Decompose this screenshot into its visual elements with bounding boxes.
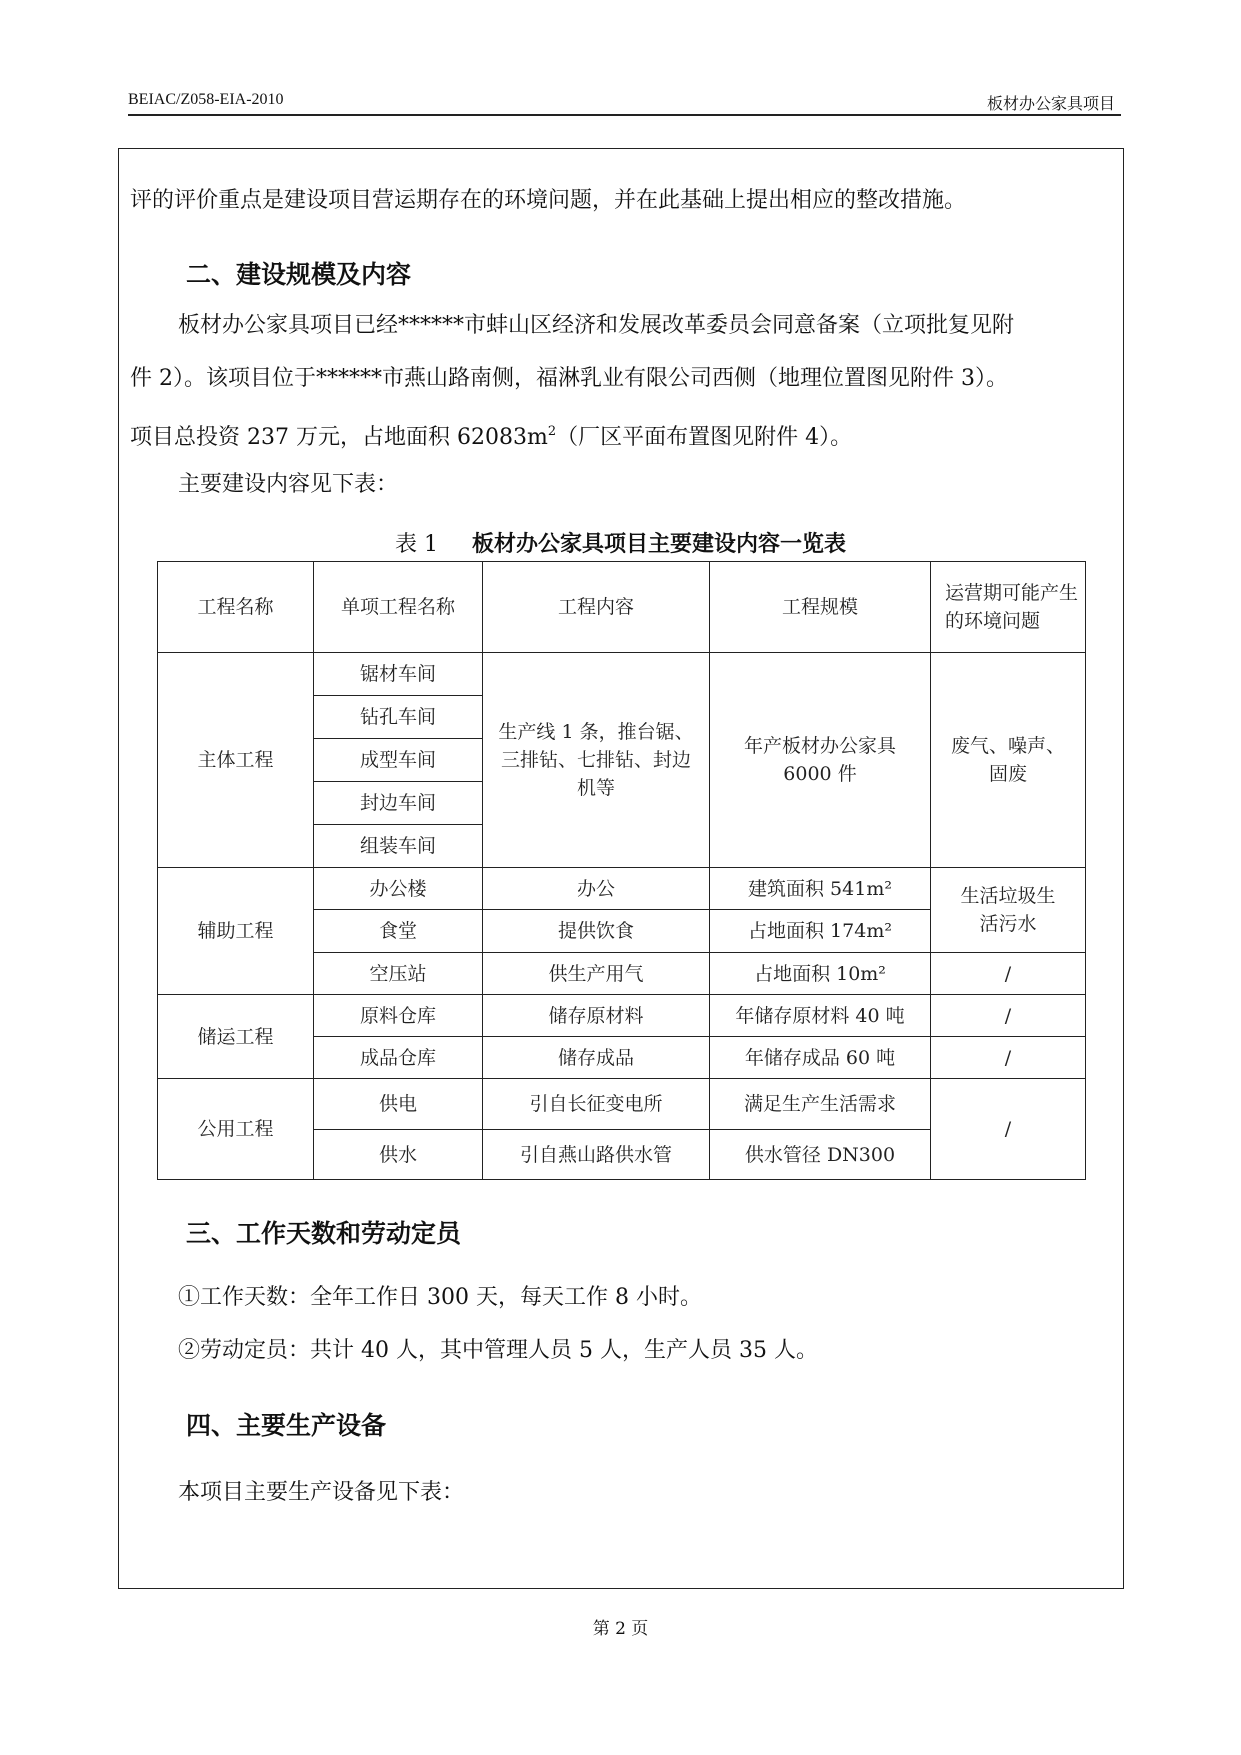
section2-heading: 二、建设规模及内容 [186, 260, 412, 289]
table-row [158, 653, 1086, 696]
unit-cell: 锯材车间 [314, 653, 483, 696]
section3-item2: ②劳动定员：共计 40 人，其中管理人员 5 人，生产人员 35 人。 [178, 1338, 818, 1363]
scale-cell: 建筑面积 541m² [710, 868, 931, 910]
unit-cell: 封边车间 [314, 782, 483, 825]
issue-cell: / [931, 953, 1086, 995]
header-cell: 工程名称 [158, 562, 314, 653]
table-row [158, 1079, 1086, 1130]
unit-cell: 成品仓库 [314, 1037, 483, 1079]
scale-cell: 年产板材办公家具 6000 件 [710, 653, 931, 868]
table1-caption [0, 527, 1241, 558]
scale-cell: 供水管径 DN300 [710, 1130, 931, 1180]
section3-item1: ①工作天数：全年工作日 300 天，每天工作 8 小时。 [178, 1285, 702, 1310]
unit-cell: 成型车间 [314, 739, 483, 782]
unit-cell: 钻孔车间 [314, 696, 483, 739]
section4-p1: 本项目主要生产设备见下表： [178, 1480, 465, 1505]
content-cell: 引自燕山路供水管 [483, 1130, 710, 1180]
table-row [158, 995, 1086, 1037]
superscript-2: 2 [547, 424, 557, 439]
content-cell: 储存原材料 [483, 995, 710, 1037]
unit-cell: 原料仓库 [314, 995, 483, 1037]
construction-content-table [157, 561, 1086, 1180]
unit-cell: 办公楼 [314, 868, 483, 910]
scale-cell: 满足生产生活需求 [710, 1079, 931, 1130]
section2-p1-line2: 件 2）。该项目位于******市燕山路南侧，福淋乳业有限公司西侧（地理位置图见附件 3）。 [130, 366, 1008, 391]
category-cell: 储运工程 [158, 995, 314, 1079]
issue-cell: / [931, 1037, 1086, 1079]
intro-tail: 评的评价重点是建设项目营运期存在的环境问题，并在此基础上提出相应的整改措施。 [130, 188, 967, 213]
content-cell: 引自长征变电所 [483, 1079, 710, 1130]
section3-heading: 三、工作天数和劳动定员 [186, 1219, 462, 1248]
unit-cell: 空压站 [314, 953, 483, 995]
category-cell: 公用工程 [158, 1079, 314, 1180]
issue-cell: 废气、噪声、固废 [931, 653, 1086, 868]
section2-p1-line1: 板材办公家具项目已经******市蚌山区经济和发展改革委员会同意备案（立项批复见附 [178, 313, 1015, 338]
document-code: BEIAC/Z058-EIA-2010 [128, 91, 284, 108]
category-cell: 主体工程 [158, 653, 314, 868]
content-cell: 提供饮食 [483, 910, 710, 953]
content-cell: 办公 [483, 868, 710, 910]
header-cell: 单项工程名称 [314, 562, 483, 653]
header-cell: 工程内容 [483, 562, 710, 653]
section2-p1-line3-pre: 项目总投资 237 万元，占地面积 62083m [130, 425, 548, 450]
scale-cell: 年储存原材料 40 吨 [710, 995, 931, 1037]
content-cell: 供生产用气 [483, 953, 710, 995]
header-cell: 工程规模 [710, 562, 931, 653]
header-cell: 运营期可能产生的环境问题 [931, 562, 1086, 653]
section4-heading: 四、主要生产设备 [186, 1411, 387, 1440]
table1-caption-title: 板材办公家具项目主要建设内容一览表 [471, 531, 846, 557]
unit-cell: 供电 [314, 1079, 483, 1130]
table-header-row [158, 562, 1086, 653]
section2-p1-line3 [130, 419, 1120, 451]
page-header [128, 88, 1121, 116]
scale-cell: 占地面积 10m² [710, 953, 931, 995]
scale-cell: 占地面积 174m² [710, 910, 931, 953]
category-cell: 辅助工程 [158, 868, 314, 995]
section2-p1-line3-post: （厂区平面布置图见附件 4）。 [556, 425, 853, 450]
issue-cell: / [931, 1079, 1086, 1180]
table1-caption-number: 表 1 [394, 532, 438, 557]
section2-p2: 主要建设内容见下表： [178, 472, 399, 497]
unit-cell: 供水 [314, 1130, 483, 1180]
unit-cell: 组装车间 [314, 825, 483, 868]
page-number: 第 2 页 [592, 1619, 649, 1639]
project-name: 板材办公家具项目 [986, 94, 1115, 113]
content-cell: 储存成品 [483, 1037, 710, 1079]
table-row [158, 868, 1086, 910]
issue-cell: 生活垃圾生活污水 [931, 868, 1086, 953]
issue-cell: / [931, 995, 1086, 1037]
content-cell: 生产线 1 条，推台锯、三排钻、七排钻、封边机等 [483, 653, 710, 868]
unit-cell: 食堂 [314, 910, 483, 953]
scale-cell: 年储存成品 60 吨 [710, 1037, 931, 1079]
